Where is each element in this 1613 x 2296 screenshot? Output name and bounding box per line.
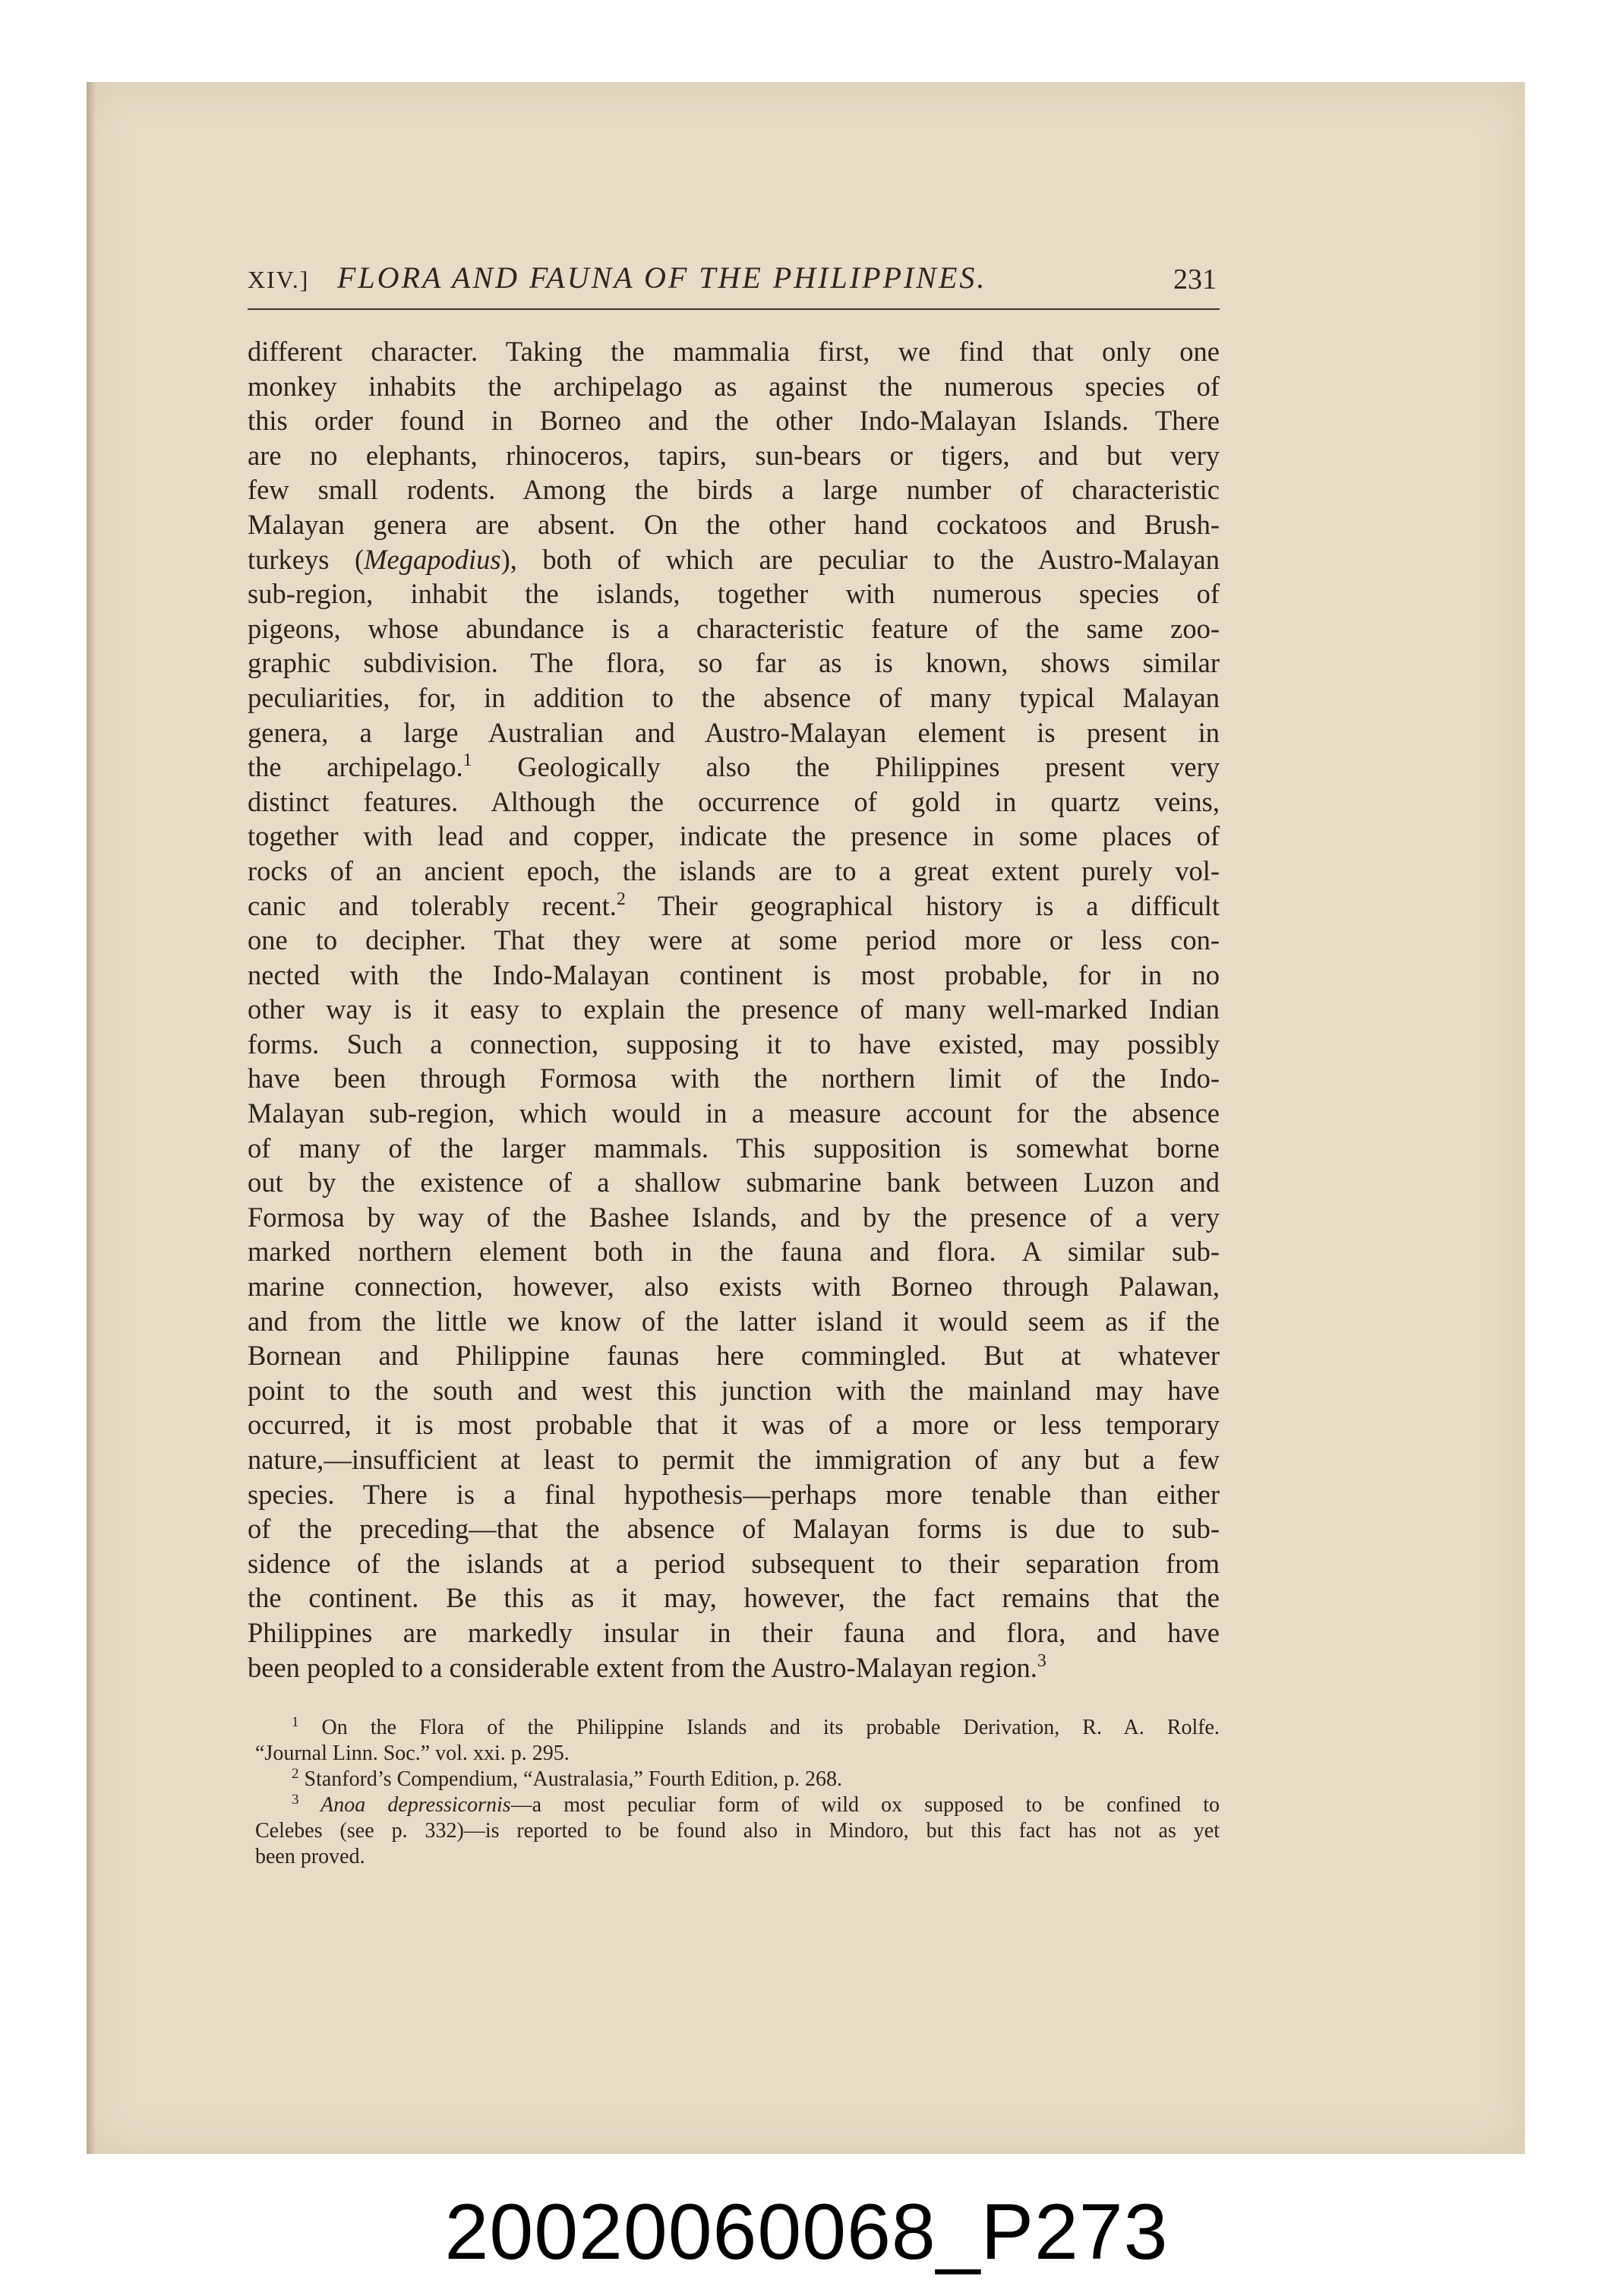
text-fragment: been peopled to a considerable extent from the Austro-Malayan region. bbox=[248, 1651, 1037, 1683]
footnote-1-continued: “Journal Linn. Soc.” vol. xxi. p. 295. bbox=[255, 1742, 570, 1765]
running-title: FLORA AND FAUNA OF THE PHILIPPINES. bbox=[337, 261, 987, 295]
text-line: are no elephants, rhinoceros, tapirs, sun-bears or tigers, and but very bbox=[248, 439, 1220, 471]
text-line: sidence of the islands at a period subsequent to their separation from bbox=[248, 1547, 1220, 1579]
text-line: pigeons, whose abundance is a characteristic feature of the same zoo- bbox=[248, 612, 1220, 644]
text-line: graphic subdivision. The flora, so far as is known, shows similar bbox=[248, 647, 1220, 679]
text-line: have been through Formosa with the northern limit of the Indo- bbox=[248, 1063, 1220, 1094]
footnote-number: 2 bbox=[292, 1766, 299, 1782]
text-line: Malayan sub-region, which would in a measure account for the absence bbox=[248, 1097, 1220, 1129]
text-fragment: Their geographical history is a difficult bbox=[625, 889, 1220, 921]
text-line: this order found in Borneo and the other Indo-Malayan Islands. There bbox=[248, 405, 1220, 437]
page-number: 231 bbox=[1173, 264, 1217, 295]
text-line: one to decipher. That they were at some period more or less con- bbox=[248, 924, 1220, 956]
text-line: together with lead and copper, indicate the presence in some places of bbox=[248, 820, 1220, 852]
text-line: of the preceding—that the absence of Malayan forms is due to sub- bbox=[248, 1513, 1220, 1545]
chapter-number: XIV.] bbox=[248, 266, 310, 293]
text-line: nature,—insufficient at least to permit the immigration of any but a few bbox=[248, 1444, 1220, 1475]
genus-name: Megapodius bbox=[364, 543, 501, 575]
text-fragment: the archipelago. bbox=[248, 751, 463, 783]
text-line: and from the little we know of the latter island it would seem as if the bbox=[248, 1305, 1220, 1337]
text-line: marine connection, however, also exists with Borneo through Palawan, bbox=[248, 1271, 1220, 1303]
footnote-marker: 1 bbox=[462, 750, 472, 771]
body-text bbox=[248, 334, 1220, 1685]
footnote-3-continued: been proved. bbox=[255, 1845, 365, 1868]
text-line: other way is it easy to explain the presence of many well-marked Indian bbox=[248, 993, 1220, 1025]
text-line: sub-region, inhabit the islands, together with numerous species of bbox=[248, 578, 1220, 610]
running-header bbox=[248, 255, 1220, 310]
text-fragment: ), both of which are peculiar to the Austro-Malayan bbox=[500, 543, 1220, 575]
footnote-text: On the Flora of the Philippine Islands and its probable Derivation, R. A. Rolfe. bbox=[298, 1716, 1220, 1739]
species-name: Anoa depressicornis bbox=[298, 1793, 511, 1817]
footnote-3 bbox=[255, 1792, 1220, 1818]
text-line: marked northern element both in the fauna and flora. A similar sub- bbox=[248, 1236, 1220, 1268]
footnote-number: 3 bbox=[292, 1792, 299, 1808]
text-line: forms. Such a connection, supposing it to have existed, may possibly bbox=[248, 1028, 1220, 1060]
text-line bbox=[248, 1650, 1220, 1685]
text-line: Malayan genera are absent. On the other hand cockatoos and Brush- bbox=[248, 508, 1220, 540]
footnote-number: 1 bbox=[292, 1714, 299, 1730]
text-line: out by the existence of a shallow submarine bank between Luzon and bbox=[248, 1167, 1220, 1199]
footnote-text: —a most peculiar form of wild ox supposed to be confined to bbox=[510, 1793, 1220, 1817]
text-line: peculiarities, for, in addition to the absence of many typical Malayan bbox=[248, 681, 1220, 713]
text-line: genera, a large Australian and Austro-Malayan element is present in bbox=[248, 716, 1220, 748]
text-line: Bornean and Philippine faunas here commingled. But at whatever bbox=[248, 1340, 1220, 1372]
text-line: monkey inhabits the archipelago as against the numerous species of bbox=[248, 370, 1220, 402]
text-fragment: Geologically also the Philippines present very bbox=[472, 751, 1220, 783]
footnote-2 bbox=[255, 1767, 1220, 1792]
footnote-marker: 2 bbox=[616, 889, 626, 909]
text-fragment: turkeys ( bbox=[248, 543, 365, 575]
text-line bbox=[248, 542, 1220, 577]
text-line bbox=[248, 889, 1220, 924]
text-line: species. There is a final hypothesis—perhaps more tenable than either bbox=[248, 1478, 1220, 1510]
text-line: Philippines are markedly insular in their fauna and flora, and have bbox=[248, 1616, 1220, 1648]
footnote-text: Stanford’s Compendium, “Australasia,” Fourth Edition, p. 268. bbox=[298, 1767, 842, 1791]
text-fragment: canic and tolerably recent. bbox=[248, 889, 617, 921]
footnote-1 bbox=[255, 1715, 1220, 1741]
text-line: point to the south and west this junction with the mainland may have bbox=[248, 1374, 1220, 1406]
text-line: the continent. Be this as it may, however, the fact remains that the bbox=[248, 1582, 1220, 1614]
text-line: occurred, it is most probable that it was of a more or less temporary bbox=[248, 1409, 1220, 1441]
text-line: Formosa by way of the Bashee Islands, and by the presence of a very bbox=[248, 1201, 1220, 1233]
text-line bbox=[248, 750, 1220, 785]
text-line: distinct features. Although the occurrence of gold in quartz veins, bbox=[248, 785, 1220, 817]
text-line: of many of the larger mammals. This supposition is somewhat borne bbox=[248, 1132, 1220, 1164]
footnote-marker: 3 bbox=[1037, 1650, 1046, 1671]
archive-identifier: 20020060068_P273 bbox=[444, 2188, 1169, 2276]
footnotes bbox=[255, 1715, 1220, 1870]
text-line: different character. Taking the mammalia first, we find that only one bbox=[248, 336, 1220, 367]
text-line: few small rodents. Among the birds a large number of characteristic bbox=[248, 474, 1220, 506]
page-shadow-edge bbox=[87, 82, 96, 2154]
footnote-3-continued: Celebes (see p. 332)—is reported to be found also in Mindoro, but this fact has not as yet bbox=[255, 1819, 1220, 1843]
text-line: nected with the Indo-Malayan continent is most probable, for in no bbox=[248, 959, 1220, 990]
text-line: rocks of an ancient epoch, the islands are to a great extent purely vol- bbox=[248, 854, 1220, 886]
